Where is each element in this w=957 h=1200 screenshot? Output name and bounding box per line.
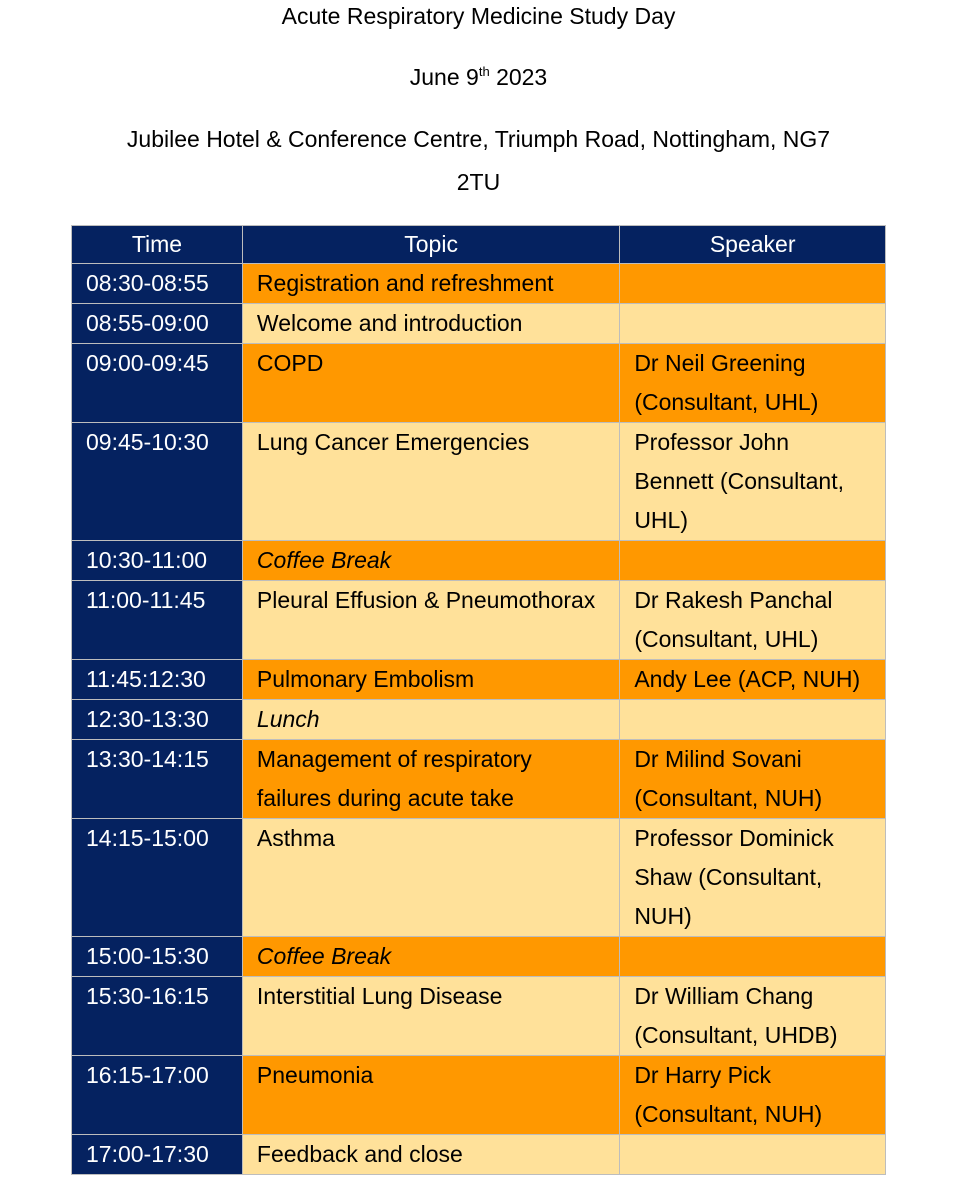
topic-cell: Pulmonary Embolism <box>242 660 619 700</box>
topic-cell: Pneumonia <box>242 1056 619 1135</box>
schedule-row <box>72 977 886 1056</box>
speaker-cell <box>620 700 886 740</box>
schedule-row <box>72 541 886 581</box>
event-date <box>0 63 957 91</box>
topic-cell: Feedback and close <box>242 1135 619 1175</box>
time-cell: 11:00-11:45 <box>72 581 243 660</box>
schedule-row <box>72 264 886 304</box>
topic-cell: Interstitial Lung Disease <box>242 977 619 1056</box>
topic-cell: Pleural Effusion & Pneumothorax <box>242 581 619 660</box>
time-cell: 09:00-09:45 <box>72 344 243 423</box>
header-time: Time <box>72 226 243 264</box>
date-ordinal: th <box>478 64 490 79</box>
time-cell: 12:30-13:30 <box>72 700 243 740</box>
speaker-cell <box>620 1135 886 1175</box>
date-year: 2023 <box>496 64 548 90</box>
header-speaker: Speaker <box>620 226 886 264</box>
topic-cell: Lung Cancer Emergencies <box>242 423 619 541</box>
time-cell: 13:30-14:15 <box>72 740 243 819</box>
speaker-cell: Professor Dominick Shaw (Consultant, NUH) <box>620 819 886 937</box>
schedule-row <box>72 819 886 937</box>
topic-cell: Asthma <box>242 819 619 937</box>
schedule-row <box>72 304 886 344</box>
document-title: Acute Respiratory Medicine Study Day <box>281 3 676 29</box>
venue-line-1: Jubilee Hotel & Conference Centre, Triumph Road, Nottingham, NG7 <box>126 126 831 152</box>
topic-cell: COPD <box>242 344 619 423</box>
speaker-cell <box>620 304 886 344</box>
speaker-cell <box>620 264 886 304</box>
header-topic: Topic <box>242 226 619 264</box>
topic-cell: Coffee Break <box>242 541 619 581</box>
speaker-cell: Andy Lee (ACP, NUH) <box>620 660 886 700</box>
speaker-cell: Dr Harry Pick (Consultant, NUH) <box>620 1056 886 1135</box>
schedule-row <box>72 1056 886 1135</box>
schedule-row <box>72 740 886 819</box>
schedule-header-row <box>72 226 886 264</box>
time-cell: 11:45:12:30 <box>72 660 243 700</box>
time-cell: 16:15-17:00 <box>72 1056 243 1135</box>
schedule-row <box>72 344 886 423</box>
schedule-row <box>72 1135 886 1175</box>
topic-cell: Lunch <box>242 700 619 740</box>
speaker-cell <box>620 937 886 977</box>
venue-line-2: 2TU <box>456 169 501 195</box>
schedule-row <box>72 581 886 660</box>
speaker-cell: Dr Rakesh Panchal (Consultant, UHL) <box>620 581 886 660</box>
topic-cell: Registration and refreshment <box>242 264 619 304</box>
time-cell: 08:55-09:00 <box>72 304 243 344</box>
time-cell: 17:00-17:30 <box>72 1135 243 1175</box>
schedule-table <box>71 225 886 1175</box>
time-cell: 15:30-16:15 <box>72 977 243 1056</box>
time-cell: 15:00-15:30 <box>72 937 243 977</box>
topic-cell: Welcome and introduction <box>242 304 619 344</box>
time-cell: 10:30-11:00 <box>72 541 243 581</box>
time-cell: 09:45-10:30 <box>72 423 243 541</box>
time-cell: 08:30-08:55 <box>72 264 243 304</box>
topic-cell: Management of respiratory failures during acute take <box>242 740 619 819</box>
schedule-row <box>72 937 886 977</box>
speaker-cell: Dr Milind Sovani (Consultant, NUH) <box>620 740 886 819</box>
topic-cell: Coffee Break <box>242 937 619 977</box>
speaker-cell: Professor John Bennett (Consultant, UHL) <box>620 423 886 541</box>
schedule-row <box>72 660 886 700</box>
speaker-cell: Dr William Chang (Consultant, UHDB) <box>620 977 886 1056</box>
time-cell: 14:15-15:00 <box>72 819 243 937</box>
date-day: June 9 <box>409 64 479 90</box>
speaker-cell: Dr Neil Greening (Consultant, UHL) <box>620 344 886 423</box>
schedule-row <box>72 423 886 541</box>
speaker-cell <box>620 541 886 581</box>
schedule-row <box>72 700 886 740</box>
